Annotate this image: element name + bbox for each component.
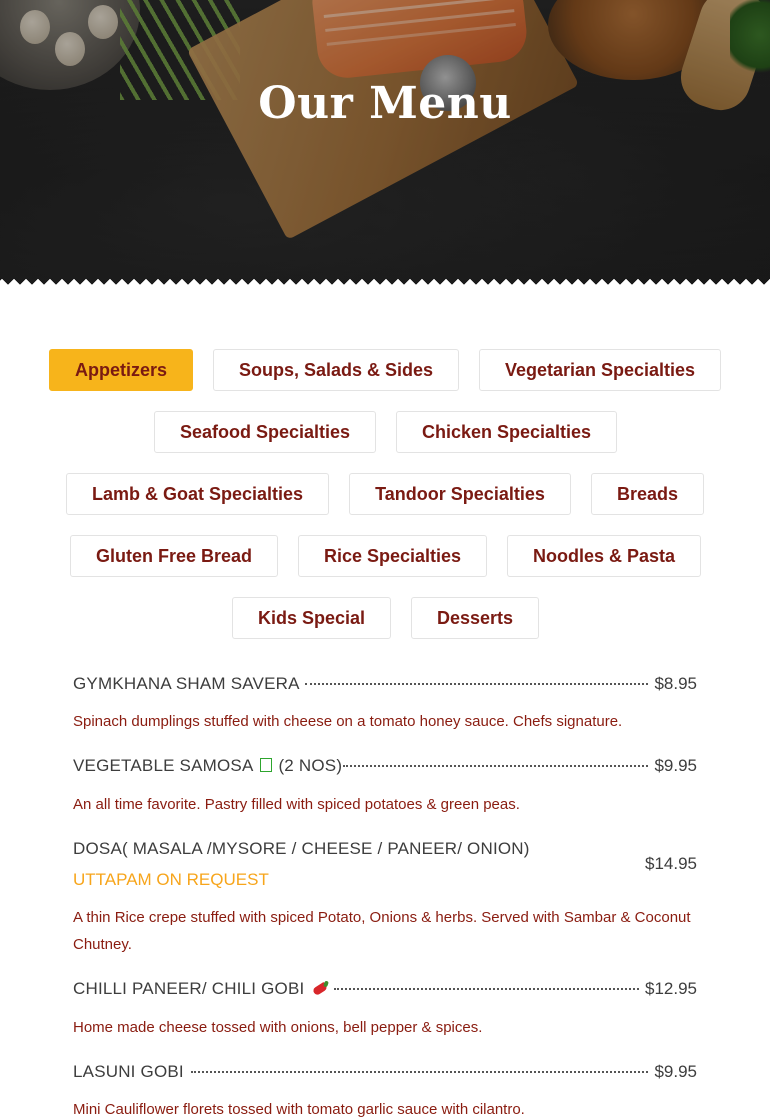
tab-kids-special[interactable]: Kids Special: [232, 597, 391, 639]
tab-gluten-free-bread[interactable]: Gluten Free Bread: [70, 535, 278, 577]
price-leader-dots: [305, 683, 648, 685]
price-leader-dots: [334, 988, 639, 990]
menu-item-description: An all time favorite. Pastry filled with spiced potatoes & green peas.: [73, 796, 520, 813]
tab-seafood-specialties[interactable]: Seafood Specialties: [154, 411, 376, 453]
tab-appetizers[interactable]: Appetizers: [49, 349, 193, 391]
menu-item-price: $14.95: [645, 854, 697, 873]
tab-soups-salads-sides[interactable]: Soups, Salads & Sides: [213, 349, 459, 391]
menu-item-description: Home made cheese tossed with onions, bell pepper & spices.: [73, 1019, 483, 1036]
menu-item-name-row: [73, 756, 342, 776]
menu-item-subtitle: UTTAPAM ON REQUEST: [73, 870, 269, 889]
tab-breads[interactable]: Breads: [591, 473, 704, 515]
page-title: Our Menu: [258, 78, 512, 129]
menu-item-price: $12.95: [645, 979, 697, 998]
tab-vegetarian-specialties[interactable]: Vegetarian Specialties: [479, 349, 721, 391]
zigzag-divider: [0, 278, 770, 292]
menu-item-name-suffix: (2 NOS): [278, 756, 343, 775]
menu-item-description: A thin Rice crepe stuffed with spiced Potato, Onions & herbs. Served with Sambar & Coconut Chutney.: [73, 909, 691, 953]
menu-item-name: CHILLI PANEER/ CHILI GOBI: [73, 979, 305, 998]
menu-item-name: DOSA( MASALA /MYSORE / CHEESE / PANEER/ ONION): [73, 839, 530, 858]
tab-tandoor-specialties[interactable]: Tandoor Specialties: [349, 473, 571, 515]
hero-overlay: [0, 0, 770, 292]
tab-desserts[interactable]: Desserts: [411, 597, 539, 639]
menu-item-name: GYMKHANA SHAM SAVERA: [73, 674, 300, 693]
menu-item-price: $9.95: [654, 1062, 697, 1081]
menu-item-name: VEGETABLE SAMOSA: [73, 756, 253, 775]
hero-banner: [0, 0, 770, 292]
tab-chicken-specialties[interactable]: Chicken Specialties: [396, 411, 617, 453]
chili-icon: [311, 981, 329, 995]
menu-item-price: $8.95: [654, 674, 697, 693]
vegetarian-icon: [260, 758, 272, 772]
menu-item-description: Spinach dumplings stuffed with cheese on a tomato honey sauce. Chefs signature.: [73, 713, 623, 730]
menu-item-price: $9.95: [654, 756, 697, 775]
menu-item-name: LASUNI GOBI: [73, 1062, 184, 1081]
price-leader-dots: [343, 765, 648, 767]
tab-noodles-pasta[interactable]: Noodles & Pasta: [507, 535, 701, 577]
tab-lamb-goat-specialties[interactable]: Lamb & Goat Specialties: [66, 473, 329, 515]
tab-rice-specialties[interactable]: Rice Specialties: [298, 535, 487, 577]
price-leader-dots: [191, 1071, 648, 1073]
menu-item-description: Mini Cauliflower florets tossed with tomato garlic sauce with cilantro.: [73, 1101, 525, 1118]
menu-item-name-row: [73, 979, 329, 999]
